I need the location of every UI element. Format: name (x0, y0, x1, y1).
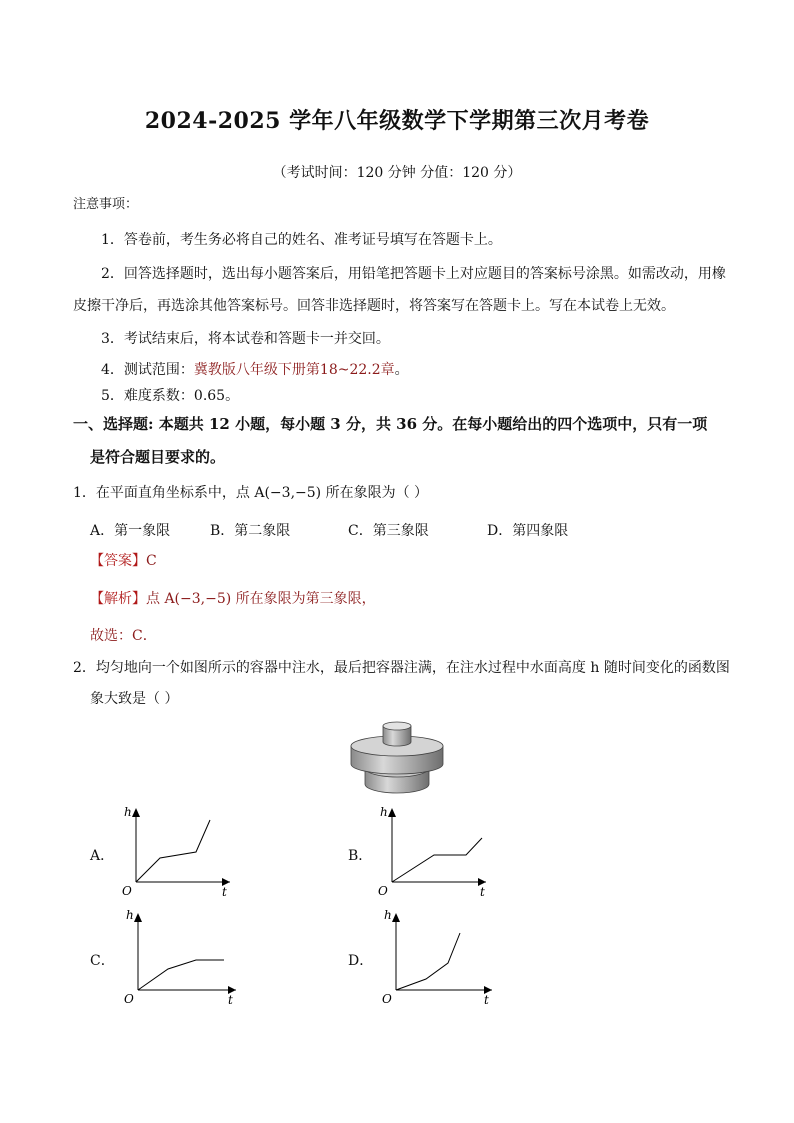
function-curve (392, 838, 482, 882)
q2-option-a: A． (90, 848, 115, 864)
notice-item-4-suffix: 。 (394, 362, 409, 378)
y-arrow (134, 913, 142, 922)
page-title: 2024-2025 学年八年级数学下学期第三次月考卷 (144, 108, 650, 134)
y-label: h (124, 805, 132, 819)
x-label: t (484, 993, 489, 1005)
notice-item-2-cont: 皮擦干净后，再选涂其他答案标号。回答非选择题时，将答案写在答题卡上。写在本试卷上无效。 (73, 298, 675, 314)
q1-conclusion: 故选：C． (90, 628, 157, 644)
y-arrow (132, 808, 140, 817)
section-heading-cont: 是符合题目要求的。 (90, 448, 226, 466)
graph-b (374, 800, 494, 900)
y-arrow (392, 913, 400, 922)
question-2: 2．均匀地向一个如图所示的容器中注水，最后把容器注满，在注水过程中水面高度 h 随时间变化的函数图 (73, 660, 730, 676)
q1-option-c: C．第三象限 (348, 523, 429, 539)
notice-item-4-range: 冀教版八年级下册第18~22.2章 (193, 362, 395, 378)
notice-item-1: 1．答卷前，考生务必将自己的姓名、准考证号填写在答题卡上。 (101, 232, 502, 248)
q2-option-d: D． (348, 953, 374, 969)
section-heading: 一、选择题: 本题共 12 小题，每小题 3 分，共 36 分。在每小题给出的四个选项中，只有一项 (73, 415, 708, 433)
x-label: t (222, 885, 227, 899)
origin-label: O (122, 884, 132, 898)
q1-option-a: A．第一象限 (90, 523, 171, 539)
question-1: 1．在平面直角坐标系中，点 A(−3,−5) 所在象限为（ ） (73, 485, 429, 501)
y-label: h (126, 908, 134, 922)
notice-item-5: 5．难度系数：0.65。 (101, 388, 240, 404)
graph-a (118, 800, 238, 900)
q1-option-d: D．第四象限 (487, 523, 569, 539)
y-label: h (380, 805, 388, 819)
notice-item-4 (101, 360, 409, 380)
x-label: t (228, 993, 233, 1005)
notice-item-2: 2．回答选择题时，选出每小题答案后，用铅笔把答题卡上对应题目的答案标号涂黑。如需改动，用橡 (101, 266, 726, 282)
q2-option-c: C． (90, 953, 115, 969)
function-curve (396, 933, 460, 990)
notice-item-4-prefix: 4．测试范围： (101, 362, 194, 378)
origin-label: O (378, 884, 388, 898)
q1-analysis (90, 589, 376, 609)
answer-tag: 【答案】 (90, 553, 146, 569)
analysis-text: 点 A(−3,−5) 所在象限为第三象限， (146, 591, 376, 607)
graph-c (120, 905, 240, 1005)
y-label: h (384, 908, 392, 922)
q1-option-b: B．第二象限 (210, 523, 291, 539)
container-figure (345, 718, 455, 796)
question-2-cont: 象大致是（ ） (90, 691, 179, 707)
y-arrow (388, 808, 396, 817)
notice-heading: 注意事项： (73, 197, 139, 212)
x-label: t (480, 885, 485, 899)
origin-label: O (124, 992, 134, 1005)
notice-item-3: 3．考试结束后，将本试卷和答题卡一并交回。 (101, 331, 390, 347)
exam-info: （考试时间：120 分钟 分值：120 分） (272, 165, 522, 181)
analysis-tag: 【解析】 (90, 591, 146, 607)
function-curve (138, 960, 224, 990)
graph-d (378, 905, 498, 1005)
q1-answer (90, 551, 157, 571)
origin-label: O (382, 992, 392, 1005)
answer-value: C (146, 553, 157, 569)
q2-option-b: B． (348, 848, 373, 864)
function-curve (136, 820, 210, 882)
